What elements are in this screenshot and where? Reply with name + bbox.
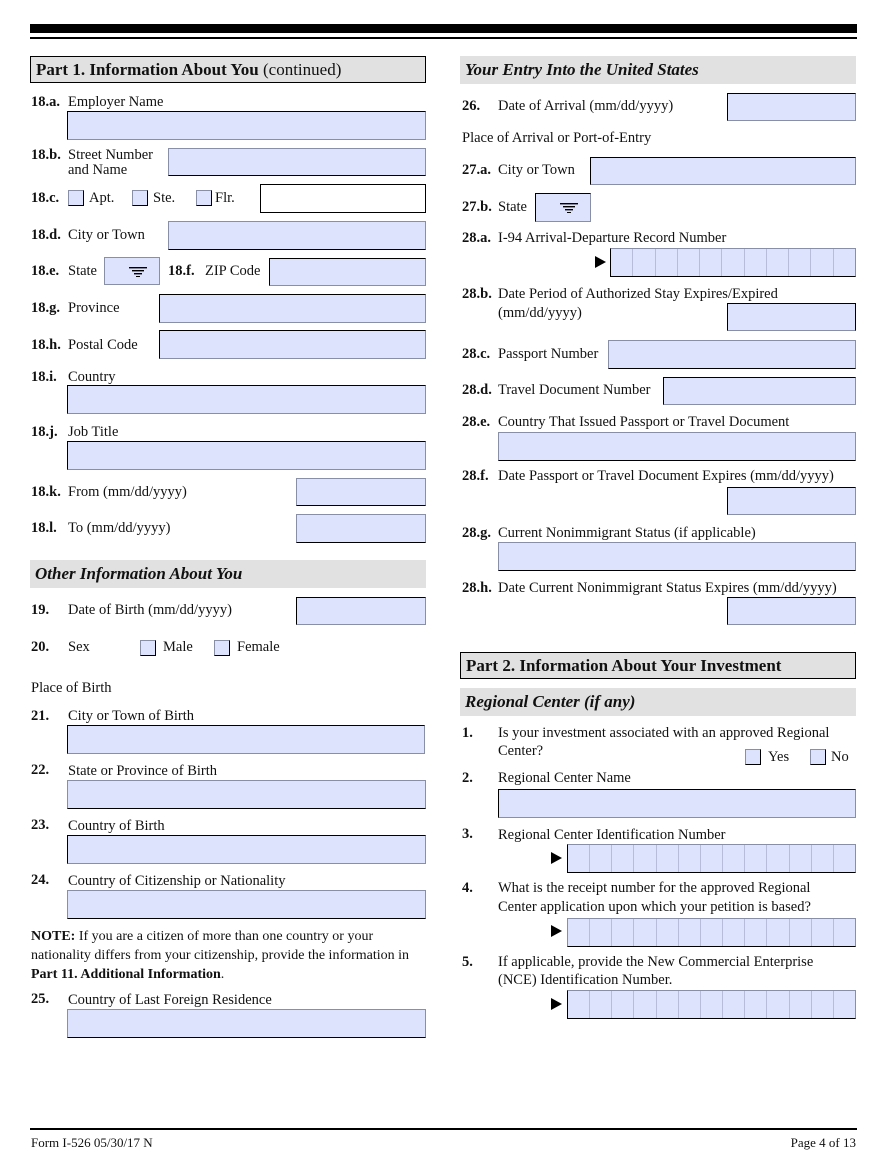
from-date-input[interactable] bbox=[296, 478, 426, 506]
place-of-arrival-heading: Place of Arrival or Port-of-Entry bbox=[462, 130, 652, 146]
province-label: Province bbox=[68, 300, 120, 316]
item-number: 20. bbox=[31, 639, 50, 655]
arrival-state-dropdown[interactable] bbox=[535, 193, 591, 222]
pointer-arrow-icon bbox=[551, 852, 562, 864]
digit-cell[interactable] bbox=[633, 249, 655, 276]
item-number: 18.h. bbox=[31, 337, 61, 353]
item-number: 3. bbox=[462, 826, 473, 842]
issuing-country-label: Country That Issued Passport or Travel Document bbox=[498, 414, 790, 430]
citizenship-note bbox=[31, 927, 431, 984]
regional-center-header: Regional Center (if any) bbox=[460, 688, 856, 716]
item-number: 18.e. bbox=[31, 263, 60, 279]
country-label: Country bbox=[68, 369, 116, 385]
digit-cell[interactable] bbox=[723, 991, 745, 1018]
item-number: 22. bbox=[31, 762, 50, 778]
item-number: 21. bbox=[31, 708, 50, 724]
province-input[interactable] bbox=[159, 294, 426, 323]
digit-cell[interactable] bbox=[700, 249, 722, 276]
postal-code-input[interactable] bbox=[159, 330, 426, 359]
note-text: If you are a citizen of more than one country or your nationality differs from your citizenship, provide the information in bbox=[31, 929, 410, 963]
dropdown-icon bbox=[129, 267, 147, 277]
regional-question-line1: Is your investment associated with an approved Regional bbox=[498, 725, 830, 741]
female-checkbox[interactable] bbox=[214, 640, 230, 656]
digit-cell[interactable] bbox=[634, 845, 656, 872]
part1-header-suffix: (continued) bbox=[258, 60, 342, 79]
item-number: 19. bbox=[31, 602, 50, 618]
digit-cell[interactable] bbox=[612, 919, 634, 946]
regional-center-id-input[interactable] bbox=[567, 844, 856, 873]
passport-number-input[interactable] bbox=[608, 340, 856, 369]
digit-cell[interactable] bbox=[812, 919, 834, 946]
arrival-date-input[interactable] bbox=[727, 93, 856, 121]
nce-number-input[interactable] bbox=[567, 990, 856, 1019]
digit-cell[interactable] bbox=[834, 249, 855, 276]
regional-center-id-label: Regional Center Identification Number bbox=[498, 827, 726, 843]
digit-cell[interactable] bbox=[745, 991, 767, 1018]
i94-number-input[interactable] bbox=[610, 248, 856, 277]
digit-cell[interactable] bbox=[789, 249, 811, 276]
arrival-state-label: State bbox=[498, 199, 527, 215]
flr-label: Flr. bbox=[215, 190, 235, 206]
digit-cell[interactable] bbox=[767, 991, 789, 1018]
dob-label: Date of Birth (mm/dd/yyyy) bbox=[68, 602, 232, 618]
item-number: 18.d. bbox=[31, 227, 61, 243]
place-of-birth-heading: Place of Birth bbox=[31, 680, 112, 696]
item-number: 23. bbox=[31, 817, 50, 833]
other-info-header: Other Information About You bbox=[30, 560, 426, 588]
state-of-birth-label: State or Province of Birth bbox=[68, 763, 218, 779]
item-number: 18.j. bbox=[31, 424, 58, 440]
arrival-date-label: Date of Arrival (mm/dd/yyyy) bbox=[498, 98, 674, 114]
item-number: 18.c. bbox=[31, 190, 60, 206]
digit-cell[interactable] bbox=[790, 845, 812, 872]
female-label: Female bbox=[237, 639, 280, 655]
item-number: 18.f. bbox=[168, 263, 195, 279]
item-number: 18.a. bbox=[31, 94, 60, 110]
item-number: 27.b. bbox=[462, 199, 492, 215]
digit-cell[interactable] bbox=[656, 249, 678, 276]
item-number: 28.d. bbox=[462, 382, 492, 398]
digit-cell[interactable] bbox=[811, 249, 833, 276]
country-of-birth-input[interactable] bbox=[67, 835, 426, 864]
digit-cell[interactable] bbox=[611, 249, 633, 276]
dob-input[interactable] bbox=[296, 597, 426, 625]
last-residence-label: Country of Last Foreign Residence bbox=[68, 992, 272, 1008]
nce-label-line2: (NCE) Identification Number. bbox=[498, 972, 673, 988]
from-date-label: From (mm/dd/yyyy) bbox=[68, 484, 187, 500]
travel-doc-label: Travel Document Number bbox=[498, 382, 651, 398]
employer-name-label: Employer Name bbox=[68, 94, 164, 110]
job-title-input[interactable] bbox=[67, 441, 426, 470]
passport-expiry-input[interactable] bbox=[727, 487, 856, 515]
digit-cell[interactable] bbox=[612, 845, 634, 872]
authorized-stay-label-line1: Date Period of Authorized Stay Expires/Expired bbox=[498, 286, 778, 302]
arrival-city-label: City or Town bbox=[498, 162, 575, 178]
issuing-country-input[interactable] bbox=[498, 432, 856, 461]
regional-question-line2: Center? bbox=[498, 743, 544, 759]
item-number: 28.c. bbox=[462, 346, 491, 362]
receipt-number-label-line1: What is the receipt number for the approved Regional bbox=[498, 880, 811, 896]
digit-cell[interactable] bbox=[834, 845, 855, 872]
top-rule-thick bbox=[30, 24, 857, 33]
passport-number-label: Passport Number bbox=[498, 346, 599, 362]
digit-cell[interactable] bbox=[590, 919, 612, 946]
ste-checkbox[interactable] bbox=[132, 190, 148, 206]
digit-cell[interactable] bbox=[568, 919, 590, 946]
item-number: 28.h. bbox=[462, 580, 492, 596]
digit-cell[interactable] bbox=[722, 249, 744, 276]
item-number: 28.g. bbox=[462, 525, 491, 541]
digit-cell[interactable] bbox=[679, 991, 701, 1018]
digit-cell[interactable] bbox=[790, 919, 812, 946]
pointer-arrow-icon bbox=[551, 998, 562, 1010]
yes-label: Yes bbox=[768, 749, 790, 765]
last-residence-input[interactable] bbox=[67, 1009, 426, 1038]
male-checkbox[interactable] bbox=[140, 640, 156, 656]
digit-cell[interactable] bbox=[701, 919, 723, 946]
employer-name-input[interactable] bbox=[67, 111, 426, 140]
digit-cell[interactable] bbox=[812, 845, 834, 872]
street-input[interactable] bbox=[168, 148, 426, 176]
nonimmigrant-status-label: Current Nonimmigrant Status (if applicable) bbox=[498, 525, 756, 541]
page-number: Page 4 of 13 bbox=[790, 1135, 856, 1150]
digit-cell[interactable] bbox=[679, 919, 701, 946]
sex-label: Sex bbox=[68, 639, 90, 655]
digit-cell[interactable] bbox=[678, 249, 700, 276]
authorized-stay-label-line2: (mm/dd/yyyy) bbox=[498, 305, 582, 321]
to-date-label: To (mm/dd/yyyy) bbox=[68, 520, 171, 536]
digit-cell[interactable] bbox=[723, 919, 745, 946]
item-number: 4. bbox=[462, 880, 473, 896]
apt-checkbox[interactable] bbox=[68, 190, 84, 206]
pointer-arrow-icon bbox=[551, 925, 562, 937]
digit-cell[interactable] bbox=[745, 845, 767, 872]
street-label-line1: Street Number bbox=[68, 147, 153, 163]
regional-center-name-input[interactable] bbox=[498, 789, 856, 818]
digit-cell[interactable] bbox=[590, 845, 612, 872]
digit-cell[interactable] bbox=[634, 919, 656, 946]
dropdown-icon bbox=[560, 203, 578, 213]
digit-cell[interactable] bbox=[679, 845, 701, 872]
digit-cell[interactable] bbox=[767, 919, 789, 946]
digit-cell[interactable] bbox=[745, 249, 767, 276]
item-number: 18.i. bbox=[31, 369, 57, 385]
unit-number-input[interactable] bbox=[260, 184, 426, 213]
note-label: NOTE: bbox=[31, 929, 76, 944]
item-number: 24. bbox=[31, 872, 50, 888]
note-reference: Part 11. Additional Information bbox=[31, 967, 221, 982]
digit-cell[interactable] bbox=[590, 991, 612, 1018]
state-of-birth-input[interactable] bbox=[67, 780, 426, 809]
passport-expiry-label: Date Passport or Travel Document Expires (mm/dd/yyyy) bbox=[498, 468, 834, 484]
digit-cell[interactable] bbox=[767, 845, 789, 872]
digit-cell[interactable] bbox=[834, 991, 855, 1018]
digit-cell[interactable] bbox=[634, 991, 656, 1018]
part1-header-title: Part 1. Information About You bbox=[36, 60, 259, 79]
digit-cell[interactable] bbox=[790, 991, 812, 1018]
item-number: 28.a. bbox=[462, 230, 491, 246]
nce-label-line1: If applicable, provide the New Commercial Enterprise bbox=[498, 954, 814, 970]
city-of-birth-label: City or Town of Birth bbox=[68, 708, 194, 724]
item-number: 18.b. bbox=[31, 147, 61, 163]
digit-cell[interactable] bbox=[568, 845, 590, 872]
footer-rule bbox=[30, 1128, 857, 1130]
authorized-stay-input[interactable] bbox=[727, 303, 856, 331]
arrival-city-input[interactable] bbox=[590, 157, 856, 185]
no-label: No bbox=[831, 749, 849, 765]
digit-cell[interactable] bbox=[657, 919, 679, 946]
country-input[interactable] bbox=[67, 385, 426, 414]
digit-cell[interactable] bbox=[701, 991, 723, 1018]
zip-label: ZIP Code bbox=[205, 263, 261, 279]
receipt-number-input[interactable] bbox=[567, 918, 856, 947]
item-number: 2. bbox=[462, 770, 473, 786]
regional-yes-checkbox[interactable] bbox=[745, 749, 761, 765]
entry-header: Your Entry Into the United States bbox=[460, 56, 856, 84]
digit-cell[interactable] bbox=[812, 991, 834, 1018]
digit-cell[interactable] bbox=[834, 919, 855, 946]
street-label-line2: and Name bbox=[68, 162, 128, 178]
item-number: 18.l. bbox=[31, 520, 57, 536]
city-label: City or Town bbox=[68, 227, 145, 243]
male-label: Male bbox=[163, 639, 193, 655]
receipt-number-label-line2: Center application upon which your petition is based? bbox=[498, 899, 811, 915]
item-number: 18.k. bbox=[31, 484, 61, 500]
city-of-birth-input[interactable] bbox=[67, 725, 425, 754]
item-number: 5. bbox=[462, 954, 473, 970]
item-number: 28.b. bbox=[462, 286, 492, 302]
state-dropdown[interactable] bbox=[104, 257, 160, 285]
city-input[interactable] bbox=[168, 221, 426, 250]
digit-cell[interactable] bbox=[723, 845, 745, 872]
item-number: 28.e. bbox=[462, 414, 491, 430]
digit-cell[interactable] bbox=[701, 845, 723, 872]
digit-cell[interactable] bbox=[657, 845, 679, 872]
item-number: 18.g. bbox=[31, 300, 60, 316]
digit-cell[interactable] bbox=[767, 249, 789, 276]
ste-label: Ste. bbox=[153, 190, 176, 206]
part2-header: Part 2. Information About Your Investment bbox=[460, 652, 856, 679]
nonimmigrant-status-input[interactable] bbox=[498, 542, 856, 571]
item-number: 25. bbox=[31, 991, 50, 1007]
top-rule-thin bbox=[30, 37, 857, 39]
apt-label: Apt. bbox=[89, 190, 115, 206]
state-label: State bbox=[68, 263, 97, 279]
item-number: 27.a. bbox=[462, 162, 491, 178]
part1-header bbox=[30, 56, 426, 83]
status-expiry-label: Date Current Nonimmigrant Status Expires (mm/dd/yyyy) bbox=[498, 580, 837, 596]
pointer-arrow-icon bbox=[595, 256, 606, 268]
zip-input[interactable] bbox=[269, 258, 426, 286]
digit-cell[interactable] bbox=[745, 919, 767, 946]
item-number: 26. bbox=[462, 98, 481, 114]
form-identifier: Form I-526 05/30/17 N bbox=[31, 1135, 153, 1150]
regional-no-checkbox[interactable] bbox=[810, 749, 826, 765]
digit-cell[interactable] bbox=[657, 991, 679, 1018]
digit-cell[interactable] bbox=[568, 991, 590, 1018]
travel-doc-input[interactable] bbox=[663, 377, 856, 405]
item-number: 1. bbox=[462, 725, 473, 741]
digit-cell[interactable] bbox=[612, 991, 634, 1018]
note-end: . bbox=[220, 967, 225, 982]
postal-code-label: Postal Code bbox=[68, 337, 138, 353]
status-expiry-input[interactable] bbox=[727, 597, 856, 625]
job-title-label: Job Title bbox=[68, 424, 119, 440]
item-number: 28.f. bbox=[462, 468, 489, 484]
flr-checkbox[interactable] bbox=[196, 190, 212, 206]
regional-center-name-label: Regional Center Name bbox=[498, 770, 631, 786]
country-of-birth-label: Country of Birth bbox=[68, 818, 165, 834]
i94-label: I-94 Arrival-Departure Record Number bbox=[498, 230, 727, 246]
citizenship-input[interactable] bbox=[67, 890, 426, 919]
citizenship-label: Country of Citizenship or Nationality bbox=[68, 873, 286, 889]
to-date-input[interactable] bbox=[296, 514, 426, 543]
